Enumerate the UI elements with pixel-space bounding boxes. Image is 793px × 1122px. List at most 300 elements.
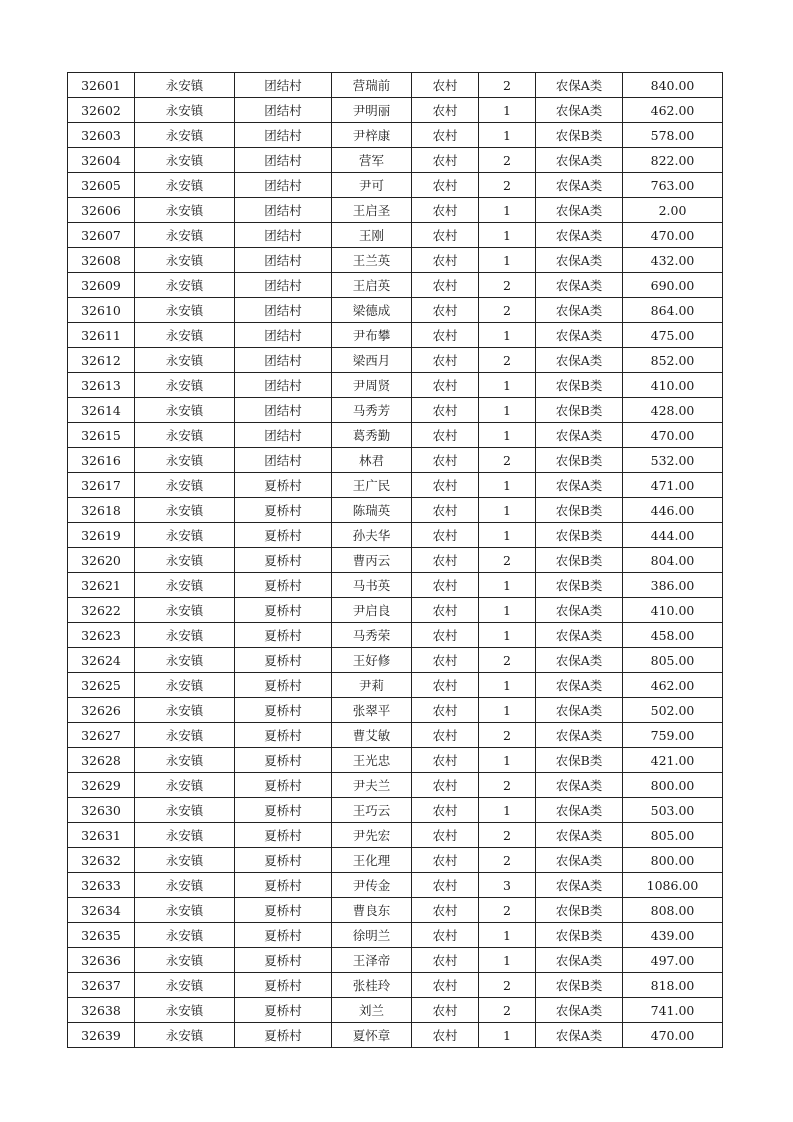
household-count-cell: 1 <box>479 98 536 123</box>
area-type-cell: 农村 <box>412 998 479 1023</box>
record-id-cell: 32638 <box>68 998 135 1023</box>
area-type-cell: 农村 <box>412 898 479 923</box>
town-cell: 永安镇 <box>135 648 235 673</box>
name-cell: 王泽帝 <box>332 948 412 973</box>
name-cell: 曹艾敏 <box>332 723 412 748</box>
insurance-category-cell: 农保A类 <box>536 623 623 648</box>
household-count-cell: 2 <box>479 823 536 848</box>
table-row <box>68 623 723 648</box>
table-row <box>68 998 723 1023</box>
amount-cell: 804.00 <box>623 548 723 573</box>
village-cell: 夏桥村 <box>235 798 332 823</box>
town-cell: 永安镇 <box>135 723 235 748</box>
town-cell: 永安镇 <box>135 323 235 348</box>
amount-cell: 462.00 <box>623 673 723 698</box>
name-cell: 尹明丽 <box>332 98 412 123</box>
name-cell: 马书英 <box>332 573 412 598</box>
village-cell: 夏桥村 <box>235 723 332 748</box>
table-row <box>68 573 723 598</box>
household-count-cell: 2 <box>479 448 536 473</box>
household-count-cell: 1 <box>479 323 536 348</box>
amount-cell: 578.00 <box>623 123 723 148</box>
insurance-category-cell: 农保A类 <box>536 848 623 873</box>
table-row <box>68 498 723 523</box>
table-row <box>68 823 723 848</box>
amount-cell: 800.00 <box>623 848 723 873</box>
name-cell: 尹布攀 <box>332 323 412 348</box>
record-id-cell: 32624 <box>68 648 135 673</box>
record-id-cell: 32623 <box>68 623 135 648</box>
insurance-category-cell: 农保B类 <box>536 748 623 773</box>
name-cell: 孙夫华 <box>332 523 412 548</box>
town-cell: 永安镇 <box>135 898 235 923</box>
table-row <box>68 198 723 223</box>
village-cell: 夏桥村 <box>235 873 332 898</box>
table-row <box>68 373 723 398</box>
area-type-cell: 农村 <box>412 423 479 448</box>
household-count-cell: 2 <box>479 998 536 1023</box>
amount-cell: 470.00 <box>623 223 723 248</box>
household-count-cell: 1 <box>479 1023 536 1048</box>
insurance-category-cell: 农保A类 <box>536 348 623 373</box>
amount-cell: 470.00 <box>623 1023 723 1048</box>
insurance-category-cell: 农保A类 <box>536 298 623 323</box>
record-id-cell: 32610 <box>68 298 135 323</box>
household-count-cell: 2 <box>479 773 536 798</box>
name-cell: 王启英 <box>332 273 412 298</box>
table-row <box>68 723 723 748</box>
household-count-cell: 2 <box>479 723 536 748</box>
town-cell: 永安镇 <box>135 298 235 323</box>
record-id-cell: 32630 <box>68 798 135 823</box>
name-cell: 尹莉 <box>332 673 412 698</box>
name-cell: 梁西月 <box>332 348 412 373</box>
household-count-cell: 1 <box>479 523 536 548</box>
insurance-category-cell: 农保A类 <box>536 648 623 673</box>
name-cell: 陈瑞英 <box>332 498 412 523</box>
name-cell: 曹丙云 <box>332 548 412 573</box>
amount-cell: 444.00 <box>623 523 723 548</box>
village-cell: 团结村 <box>235 273 332 298</box>
name-cell: 王兰英 <box>332 248 412 273</box>
record-id-cell: 32633 <box>68 873 135 898</box>
amount-cell: 386.00 <box>623 573 723 598</box>
area-type-cell: 农村 <box>412 323 479 348</box>
household-count-cell: 1 <box>479 798 536 823</box>
household-count-cell: 1 <box>479 223 536 248</box>
insurance-category-cell: 农保B类 <box>536 373 623 398</box>
insurance-category-cell: 农保A类 <box>536 248 623 273</box>
table-row <box>68 548 723 573</box>
village-cell: 团结村 <box>235 148 332 173</box>
table-row <box>68 648 723 673</box>
household-count-cell: 2 <box>479 273 536 298</box>
record-id-cell: 32608 <box>68 248 135 273</box>
amount-cell: 800.00 <box>623 773 723 798</box>
area-type-cell: 农村 <box>412 798 479 823</box>
village-cell: 团结村 <box>235 448 332 473</box>
town-cell: 永安镇 <box>135 923 235 948</box>
amount-cell: 432.00 <box>623 248 723 273</box>
insurance-category-cell: 农保B类 <box>536 923 623 948</box>
town-cell: 永安镇 <box>135 123 235 148</box>
table-row <box>68 898 723 923</box>
amount-cell: 818.00 <box>623 973 723 998</box>
household-count-cell: 1 <box>479 423 536 448</box>
area-type-cell: 农村 <box>412 598 479 623</box>
household-count-cell: 1 <box>479 923 536 948</box>
name-cell: 葛秀勤 <box>332 423 412 448</box>
village-cell: 夏桥村 <box>235 923 332 948</box>
name-cell: 尹周贤 <box>332 373 412 398</box>
name-cell: 尹先宏 <box>332 823 412 848</box>
insurance-category-cell: 农保A类 <box>536 698 623 723</box>
village-cell: 团结村 <box>235 248 332 273</box>
insurance-category-cell: 农保A类 <box>536 773 623 798</box>
insurance-category-cell: 农保B类 <box>536 573 623 598</box>
record-id-cell: 32604 <box>68 148 135 173</box>
area-type-cell: 农村 <box>412 298 479 323</box>
record-id-cell: 32627 <box>68 723 135 748</box>
record-id-cell: 32622 <box>68 598 135 623</box>
household-count-cell: 1 <box>479 623 536 648</box>
area-type-cell: 农村 <box>412 623 479 648</box>
household-count-cell: 1 <box>479 598 536 623</box>
insurance-category-cell: 农保B类 <box>536 123 623 148</box>
insurance-category-cell: 农保B类 <box>536 548 623 573</box>
area-type-cell: 农村 <box>412 248 479 273</box>
household-count-cell: 2 <box>479 73 536 98</box>
record-id-cell: 32605 <box>68 173 135 198</box>
town-cell: 永安镇 <box>135 998 235 1023</box>
record-id-cell: 32602 <box>68 98 135 123</box>
record-id-cell: 32617 <box>68 473 135 498</box>
area-type-cell: 农村 <box>412 148 479 173</box>
village-cell: 夏桥村 <box>235 898 332 923</box>
village-cell: 团结村 <box>235 98 332 123</box>
amount-cell: 475.00 <box>623 323 723 348</box>
amount-cell: 446.00 <box>623 498 723 523</box>
table-row <box>68 773 723 798</box>
insurance-category-cell: 农保A类 <box>536 423 623 448</box>
household-count-cell: 1 <box>479 198 536 223</box>
name-cell: 王巧云 <box>332 798 412 823</box>
town-cell: 永安镇 <box>135 673 235 698</box>
village-cell: 夏桥村 <box>235 523 332 548</box>
record-id-cell: 32626 <box>68 698 135 723</box>
town-cell: 永安镇 <box>135 448 235 473</box>
town-cell: 永安镇 <box>135 398 235 423</box>
record-id-cell: 32611 <box>68 323 135 348</box>
town-cell: 永安镇 <box>135 823 235 848</box>
amount-cell: 532.00 <box>623 448 723 473</box>
village-cell: 夏桥村 <box>235 548 332 573</box>
record-id-cell: 32616 <box>68 448 135 473</box>
area-type-cell: 农村 <box>412 473 479 498</box>
insurance-category-cell: 农保B类 <box>536 523 623 548</box>
name-cell: 营军 <box>332 148 412 173</box>
table-row <box>68 173 723 198</box>
household-count-cell: 2 <box>479 648 536 673</box>
name-cell: 林君 <box>332 448 412 473</box>
record-id-cell: 32607 <box>68 223 135 248</box>
town-cell: 永安镇 <box>135 973 235 998</box>
table-row <box>68 673 723 698</box>
record-id-cell: 32637 <box>68 973 135 998</box>
village-cell: 夏桥村 <box>235 1023 332 1048</box>
name-cell: 曹良东 <box>332 898 412 923</box>
town-cell: 永安镇 <box>135 798 235 823</box>
town-cell: 永安镇 <box>135 373 235 398</box>
table-row <box>68 323 723 348</box>
amount-cell: 470.00 <box>623 423 723 448</box>
insurance-category-cell: 农保B类 <box>536 448 623 473</box>
insurance-category-cell: 农保A类 <box>536 798 623 823</box>
area-type-cell: 农村 <box>412 948 479 973</box>
record-id-cell: 32635 <box>68 923 135 948</box>
amount-cell: 808.00 <box>623 898 723 923</box>
amount-cell: 462.00 <box>623 98 723 123</box>
area-type-cell: 农村 <box>412 223 479 248</box>
amount-cell: 421.00 <box>623 748 723 773</box>
insurance-category-cell: 农保A类 <box>536 873 623 898</box>
town-cell: 永安镇 <box>135 98 235 123</box>
amount-cell: 428.00 <box>623 398 723 423</box>
table-body <box>68 73 723 1048</box>
area-type-cell: 农村 <box>412 348 479 373</box>
village-cell: 团结村 <box>235 373 332 398</box>
name-cell: 马秀荣 <box>332 623 412 648</box>
record-id-cell: 32614 <box>68 398 135 423</box>
town-cell: 永安镇 <box>135 948 235 973</box>
record-id-cell: 32634 <box>68 898 135 923</box>
village-cell: 夏桥村 <box>235 948 332 973</box>
household-count-cell: 1 <box>479 498 536 523</box>
area-type-cell: 农村 <box>412 723 479 748</box>
town-cell: 永安镇 <box>135 573 235 598</box>
data-table <box>67 72 723 1048</box>
name-cell: 尹梓康 <box>332 123 412 148</box>
amount-cell: 840.00 <box>623 73 723 98</box>
town-cell: 永安镇 <box>135 173 235 198</box>
town-cell: 永安镇 <box>135 523 235 548</box>
village-cell: 夏桥村 <box>235 848 332 873</box>
town-cell: 永安镇 <box>135 423 235 448</box>
table-row <box>68 348 723 373</box>
record-id-cell: 32621 <box>68 573 135 598</box>
area-type-cell: 农村 <box>412 648 479 673</box>
household-count-cell: 2 <box>479 898 536 923</box>
household-count-cell: 1 <box>479 248 536 273</box>
insurance-category-cell: 农保A类 <box>536 598 623 623</box>
village-cell: 夏桥村 <box>235 973 332 998</box>
name-cell: 王化理 <box>332 848 412 873</box>
area-type-cell: 农村 <box>412 498 479 523</box>
name-cell: 尹夫兰 <box>332 773 412 798</box>
name-cell: 梁德成 <box>332 298 412 323</box>
name-cell: 王刚 <box>332 223 412 248</box>
household-count-cell: 1 <box>479 473 536 498</box>
village-cell: 夏桥村 <box>235 473 332 498</box>
name-cell: 尹传金 <box>332 873 412 898</box>
insurance-category-cell: 农保B类 <box>536 498 623 523</box>
village-cell: 夏桥村 <box>235 998 332 1023</box>
table-row <box>68 248 723 273</box>
record-id-cell: 32615 <box>68 423 135 448</box>
insurance-category-cell: 农保A类 <box>536 473 623 498</box>
record-id-cell: 32618 <box>68 498 135 523</box>
insurance-category-cell: 农保A类 <box>536 948 623 973</box>
town-cell: 永安镇 <box>135 598 235 623</box>
insurance-category-cell: 农保A类 <box>536 998 623 1023</box>
area-type-cell: 农村 <box>412 673 479 698</box>
name-cell: 尹启良 <box>332 598 412 623</box>
household-count-cell: 1 <box>479 748 536 773</box>
area-type-cell: 农村 <box>412 1023 479 1048</box>
household-count-cell: 2 <box>479 348 536 373</box>
record-id-cell: 32606 <box>68 198 135 223</box>
table-row <box>68 873 723 898</box>
household-count-cell: 1 <box>479 948 536 973</box>
area-type-cell: 农村 <box>412 273 479 298</box>
village-cell: 团结村 <box>235 198 332 223</box>
table-row <box>68 73 723 98</box>
record-id-cell: 32609 <box>68 273 135 298</box>
name-cell: 王光忠 <box>332 748 412 773</box>
record-id-cell: 32620 <box>68 548 135 573</box>
town-cell: 永安镇 <box>135 498 235 523</box>
table-row <box>68 948 723 973</box>
town-cell: 永安镇 <box>135 848 235 873</box>
area-type-cell: 农村 <box>412 873 479 898</box>
insurance-category-cell: 农保B类 <box>536 973 623 998</box>
table-row <box>68 848 723 873</box>
village-cell: 夏桥村 <box>235 648 332 673</box>
town-cell: 永安镇 <box>135 248 235 273</box>
town-cell: 永安镇 <box>135 748 235 773</box>
village-cell: 夏桥村 <box>235 623 332 648</box>
village-cell: 团结村 <box>235 223 332 248</box>
area-type-cell: 农村 <box>412 198 479 223</box>
household-count-cell: 1 <box>479 573 536 598</box>
town-cell: 永安镇 <box>135 73 235 98</box>
amount-cell: 805.00 <box>623 823 723 848</box>
amount-cell: 2.00 <box>623 198 723 223</box>
village-cell: 团结村 <box>235 423 332 448</box>
table-row <box>68 398 723 423</box>
table-row <box>68 698 723 723</box>
record-id-cell: 32625 <box>68 673 135 698</box>
town-cell: 永安镇 <box>135 773 235 798</box>
area-type-cell: 农村 <box>412 123 479 148</box>
village-cell: 夏桥村 <box>235 498 332 523</box>
area-type-cell: 农村 <box>412 823 479 848</box>
household-count-cell: 3 <box>479 873 536 898</box>
area-type-cell: 农村 <box>412 848 479 873</box>
household-count-cell: 1 <box>479 373 536 398</box>
household-count-cell: 2 <box>479 298 536 323</box>
amount-cell: 502.00 <box>623 698 723 723</box>
record-id-cell: 32619 <box>68 523 135 548</box>
village-cell: 团结村 <box>235 398 332 423</box>
table-row <box>68 798 723 823</box>
household-count-cell: 2 <box>479 173 536 198</box>
record-id-cell: 32603 <box>68 123 135 148</box>
village-cell: 夏桥村 <box>235 673 332 698</box>
table-row <box>68 523 723 548</box>
insurance-category-cell: 农保A类 <box>536 98 623 123</box>
table-row <box>68 423 723 448</box>
record-id-cell: 32601 <box>68 73 135 98</box>
name-cell: 尹可 <box>332 173 412 198</box>
town-cell: 永安镇 <box>135 1023 235 1048</box>
area-type-cell: 农村 <box>412 573 479 598</box>
village-cell: 夏桥村 <box>235 748 332 773</box>
table-row <box>68 748 723 773</box>
area-type-cell: 农村 <box>412 923 479 948</box>
name-cell: 刘兰 <box>332 998 412 1023</box>
area-type-cell: 农村 <box>412 973 479 998</box>
table-row <box>68 298 723 323</box>
household-count-cell: 2 <box>479 973 536 998</box>
household-count-cell: 1 <box>479 698 536 723</box>
table-row <box>68 273 723 298</box>
insurance-category-cell: 农保A类 <box>536 673 623 698</box>
village-cell: 团结村 <box>235 323 332 348</box>
name-cell: 张翠平 <box>332 698 412 723</box>
record-id-cell: 32612 <box>68 348 135 373</box>
table-row <box>68 123 723 148</box>
table-row <box>68 98 723 123</box>
village-cell: 团结村 <box>235 123 332 148</box>
amount-cell: 1086.00 <box>623 873 723 898</box>
name-cell: 王启圣 <box>332 198 412 223</box>
insurance-category-cell: 农保A类 <box>536 273 623 298</box>
name-cell: 马秀芳 <box>332 398 412 423</box>
record-id-cell: 32628 <box>68 748 135 773</box>
area-type-cell: 农村 <box>412 73 479 98</box>
name-cell: 徐明兰 <box>332 923 412 948</box>
household-count-cell: 2 <box>479 148 536 173</box>
amount-cell: 805.00 <box>623 648 723 673</box>
area-type-cell: 农村 <box>412 448 479 473</box>
household-count-cell: 1 <box>479 673 536 698</box>
amount-cell: 471.00 <box>623 473 723 498</box>
town-cell: 永安镇 <box>135 873 235 898</box>
household-count-cell: 2 <box>479 848 536 873</box>
name-cell: 王好修 <box>332 648 412 673</box>
area-type-cell: 农村 <box>412 748 479 773</box>
insurance-category-cell: 农保B类 <box>536 398 623 423</box>
village-cell: 夏桥村 <box>235 698 332 723</box>
insurance-category-cell: 农保A类 <box>536 323 623 348</box>
table-row <box>68 923 723 948</box>
area-type-cell: 农村 <box>412 398 479 423</box>
area-type-cell: 农村 <box>412 98 479 123</box>
table-row <box>68 598 723 623</box>
amount-cell: 741.00 <box>623 998 723 1023</box>
town-cell: 永安镇 <box>135 223 235 248</box>
insurance-category-cell: 农保A类 <box>536 148 623 173</box>
area-type-cell: 农村 <box>412 373 479 398</box>
name-cell: 张桂玲 <box>332 973 412 998</box>
town-cell: 永安镇 <box>135 548 235 573</box>
table-row <box>68 223 723 248</box>
amount-cell: 410.00 <box>623 598 723 623</box>
town-cell: 永安镇 <box>135 473 235 498</box>
household-count-cell: 1 <box>479 398 536 423</box>
amount-cell: 497.00 <box>623 948 723 973</box>
